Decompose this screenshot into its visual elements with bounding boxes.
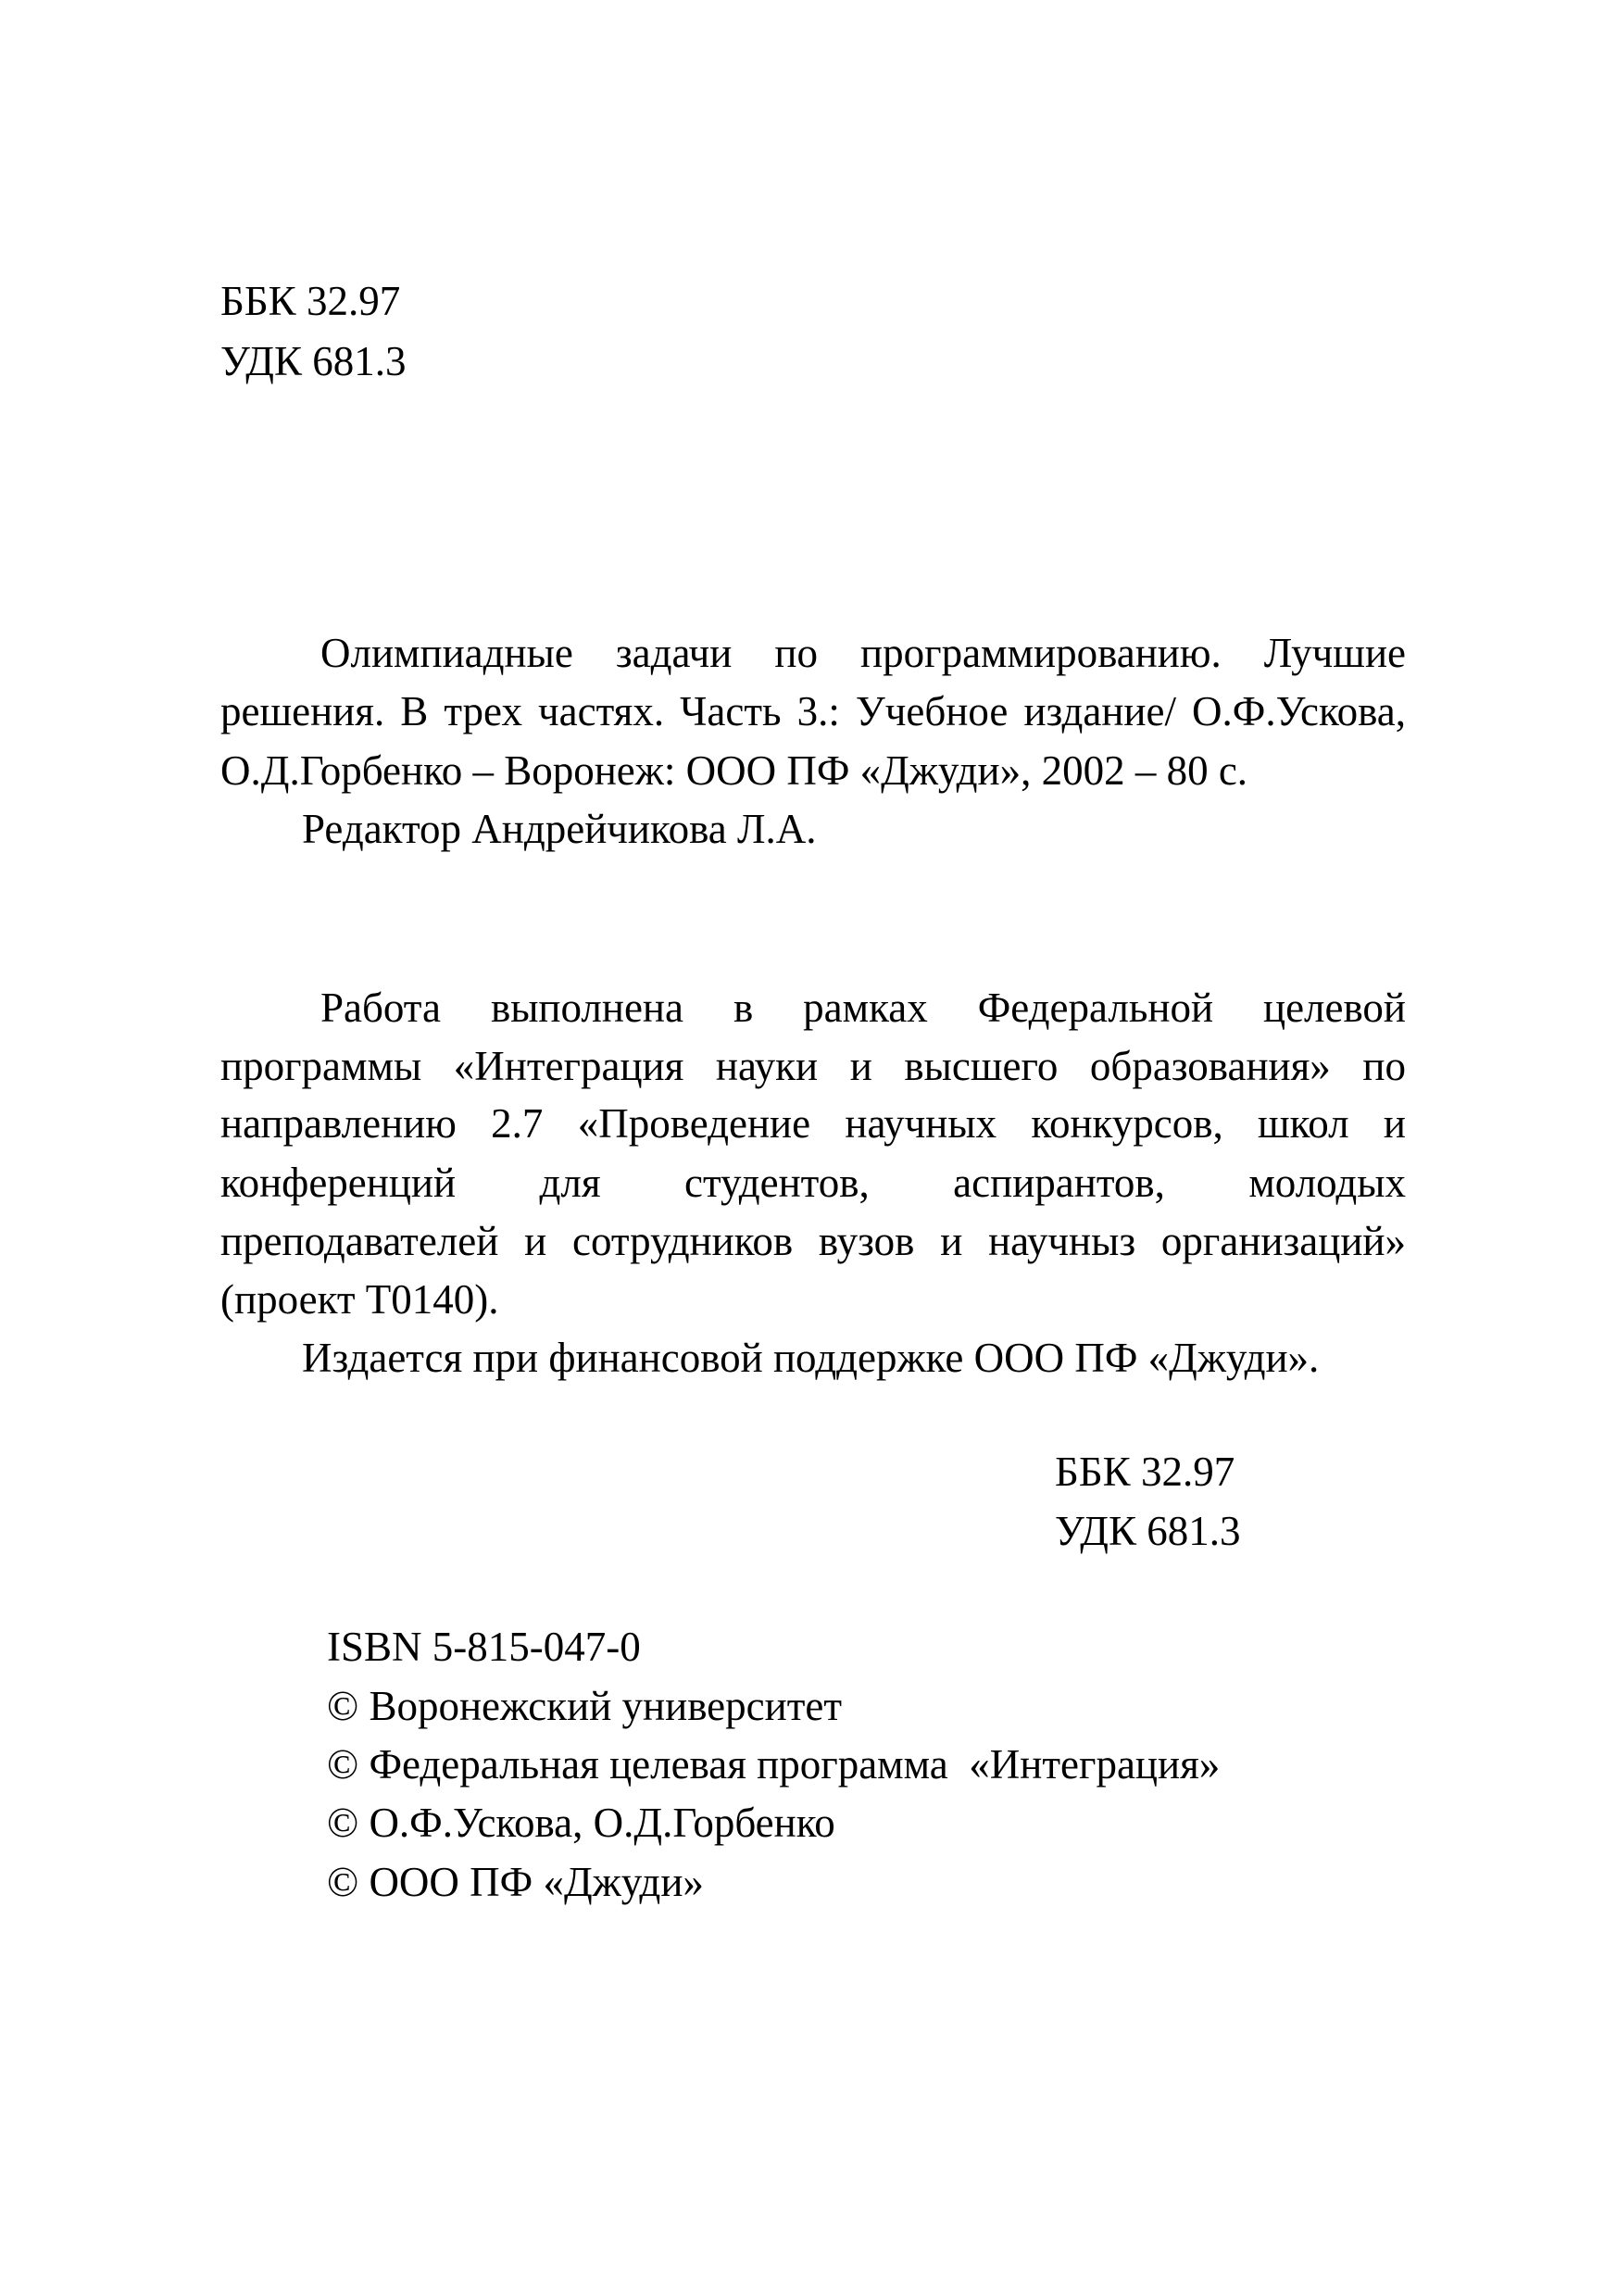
annotation-line: решения. В трех частях. Часть 3.: Учебное издание/ О.Ф.Ускова, [220,688,1406,734]
sponsor-line: Издается при финансовой поддержке ООО ПФ «Джуди». [302,1335,1320,1381]
copyright-line: © ООО ПФ «Джуди» [327,1859,704,1905]
funding-line: преподавателей и сотрудников вузов и научныз организаций» [220,1218,1406,1264]
classification-udk: УДК 681.3 [1055,1508,1241,1554]
isbn: ISBN 5-815-047-0 [327,1624,641,1670]
copyright-line: © Воронежский университет [327,1683,843,1729]
funding-line: Работа выполнена в рамках Федеральной целевой [320,985,1406,1031]
copyright-line: © Федеральная целевая программа «Интеграция» [327,1741,1221,1788]
classification-bbk: ББК 32.97 [1055,1449,1235,1495]
header-bbk: ББК 32.97 [220,278,401,324]
editor-line: Редактор Андрейчикова Л.А. [302,806,817,852]
funding-line: направлению 2.7 «Проведение научных конкурсов, школ и [220,1100,1406,1147]
funding-line: программы «Интеграция науки и высшего образования» по [220,1043,1406,1089]
funding-line: конференций для студентов, аспирантов, молодых [220,1160,1406,1206]
annotation-line: Олимпиадные задачи по программированию. Лучшие [320,630,1406,676]
header-udk: УДК 681.3 [220,338,407,384]
funding-line: (проект Т0140). [220,1276,499,1323]
copyright-line: © О.Ф.Ускова, О.Д.Горбенко [327,1800,835,1846]
annotation-line: О.Д.Горбенко – Воронеж: ООО ПФ «Джуди», 2002 – 80 с. [220,747,1248,794]
